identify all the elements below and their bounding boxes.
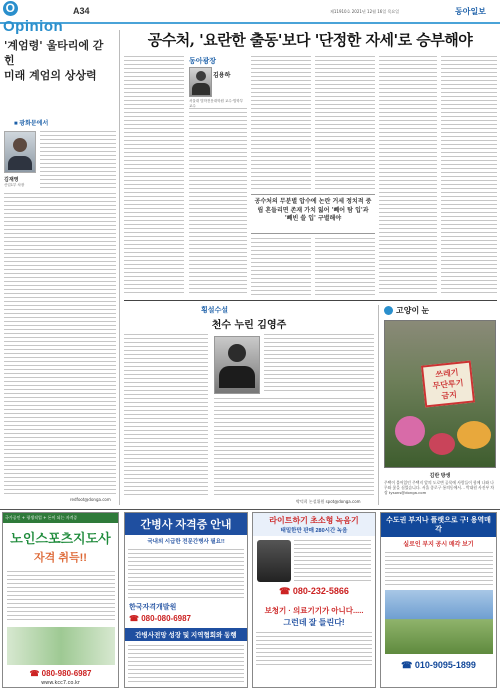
editorial-headline: 공수처, '요란한 출동'보다 '단정한 자세'로 승부해야	[147, 31, 473, 49]
column2-title: 천수 누린 김영주	[211, 320, 287, 331]
ad4-photo	[385, 590, 493, 654]
column1-author-photo	[4, 131, 36, 173]
column2-series: 횡설수설	[201, 307, 229, 314]
ad1-title: 노인스포츠지도사	[10, 531, 111, 546]
cartoon-eye-icon	[384, 306, 393, 315]
cartoon-sign-line3: 금지	[441, 390, 458, 401]
editorial-author-head	[196, 71, 206, 81]
ad2-bottom-text	[128, 645, 244, 683]
cartoon-sign-line2: 무단투기	[432, 378, 464, 391]
column-divider-2	[378, 305, 379, 505]
column2-body-col2b	[214, 398, 374, 498]
ad3-bottom-text	[256, 632, 372, 666]
column2-photo-body	[219, 366, 255, 388]
ad2-phone[interactable]: ☎ 080-080-6987	[129, 614, 192, 623]
section-logo-icon: O	[3, 1, 18, 16]
ad3-subtitle: 태밀한만 판매 280시간 녹음	[280, 528, 348, 534]
column1-author-body	[8, 156, 32, 170]
column2-author: 박덕희 논설위원 spot@donga.com	[296, 499, 361, 504]
editorial-body-col2	[189, 108, 247, 296]
ad1-website[interactable]: www.kcc7.co.kr	[41, 680, 80, 686]
column2-photo-head	[228, 344, 246, 362]
column1-title-line1: '계엄령' 울타리에 갇힌	[4, 39, 104, 67]
column1-series	[14, 118, 64, 128]
ad3-product-image	[257, 540, 291, 582]
ad4-text	[385, 552, 493, 586]
paper-name: 동아일보	[455, 7, 486, 16]
editorial-body-col1	[124, 56, 184, 296]
cartoon-header	[384, 305, 496, 317]
cartoon-photo	[384, 320, 496, 468]
column1-author-name: 김재영	[4, 177, 19, 183]
ad-recorder	[252, 512, 376, 688]
page-header	[0, 0, 500, 35]
editorial-author-name: 김용하	[213, 73, 231, 79]
ad2-text	[128, 549, 244, 599]
ad-senior-sports	[2, 512, 119, 688]
ads-divider	[0, 509, 500, 510]
column1-email: redfoot@donga.com	[70, 497, 111, 502]
editorial-body-col3b	[251, 238, 311, 296]
editorial-body-col4b	[315, 238, 375, 296]
ad3-title: 라이트하기 초소형 녹음기	[269, 516, 359, 525]
ad1-photo	[7, 627, 115, 665]
ad1-subtitle: 자격 취득!!	[34, 552, 87, 564]
section-logo	[3, 1, 71, 35]
page-number: A34	[73, 6, 90, 16]
ad3-bottom-sub: 그런데 잘 들린다!	[283, 618, 345, 627]
cartoon-flowers-left	[395, 416, 425, 446]
ad4-title: 수도권 부지나 플랫으로 구! 용역매각	[381, 513, 496, 537]
column2-body-col2a	[264, 334, 374, 394]
cartoon-series: 고양이 눈	[396, 306, 430, 315]
ad-land-sale	[380, 512, 497, 688]
column1-lead	[40, 131, 116, 191]
issue-info: 제11910호 2021년 12월 16일 목요일	[330, 9, 400, 14]
ad1-phone[interactable]: ☎ 080-980-6987	[29, 669, 92, 678]
editorial-series: 동아광장	[189, 58, 217, 65]
editorial-author-body	[192, 83, 210, 95]
ad2-bottom-title: 간병사전망 성장 및 지역협회와 동행	[125, 628, 247, 641]
column1-title-line2: 미래 계엄의 상상력	[4, 69, 97, 82]
editorial-bottom-rule	[124, 300, 497, 301]
cartoon-flowers-right	[457, 421, 491, 449]
editorial-author-photo	[189, 67, 212, 97]
editorial-pullquote: 공수처의 무분별 압수에 논란 거세 정치적 중립 흔들리면 존재 가치 잃어 '빼어 탐 입'과 '빼빈 쓸 입' 구별해야	[251, 194, 375, 234]
column-divider	[119, 30, 120, 505]
ad3-phone[interactable]: ☎ 080-232-5866	[279, 586, 349, 596]
ad-caregiver	[124, 512, 248, 688]
ad3-text	[294, 540, 371, 582]
ad4-subtitle: 실로인 부지 공시 매각 보기	[403, 542, 474, 548]
ad2-section: 한국자격개발원	[129, 604, 177, 611]
editorial-author-role: 서울대 법학전문대학원 교수·법학부 교수	[189, 99, 244, 108]
column1-author-role: 산업1부 차장	[4, 183, 25, 187]
cartoon-flowers-center	[429, 433, 455, 455]
editorial-body-col6	[441, 56, 497, 296]
column1-body	[4, 193, 116, 495]
cartoon-caption-text: 주택이 붙어있던 주택지 앞의 도로변 골목에 사람들이 함께 나와 나무와 꽃을 심었습니다. 서울 종로구 통의동에서. - 박대원 사진부 차장 tysons@donga.com	[384, 480, 495, 495]
ad1-kicker: 국가공인 + 평생직업 + 돈이 되는 자격증	[3, 513, 118, 523]
cartoon-sign-line1: 쓰레기	[434, 367, 459, 380]
editorial-body-col3	[251, 56, 311, 191]
editorial-body-col4	[315, 56, 375, 191]
ad4-phone[interactable]: ☎ 010-9095-1899	[401, 660, 476, 670]
ad3-bottom-title: 보청기 · 의료기기가 아니다.....	[264, 606, 364, 615]
column1-series-label: 광화문에서	[19, 121, 49, 127]
editorial-body-col5	[379, 56, 437, 296]
column1-series-icon: ■	[14, 121, 20, 127]
column1-author-head	[13, 138, 27, 152]
column2-body-col1	[124, 334, 208, 498]
ad1-text	[7, 571, 115, 623]
column1-title	[4, 38, 114, 82]
ad2-subtitle: 국내외 시급한 전문간병사 필요!!	[147, 539, 225, 545]
column2-photo	[214, 336, 260, 394]
ad2-title: 간병사 자격증 안내	[125, 513, 247, 535]
cartoon-sign	[421, 361, 475, 408]
cartoon-caption-title: 김란 방생	[429, 473, 451, 479]
section-name: Opinion	[3, 18, 64, 35]
